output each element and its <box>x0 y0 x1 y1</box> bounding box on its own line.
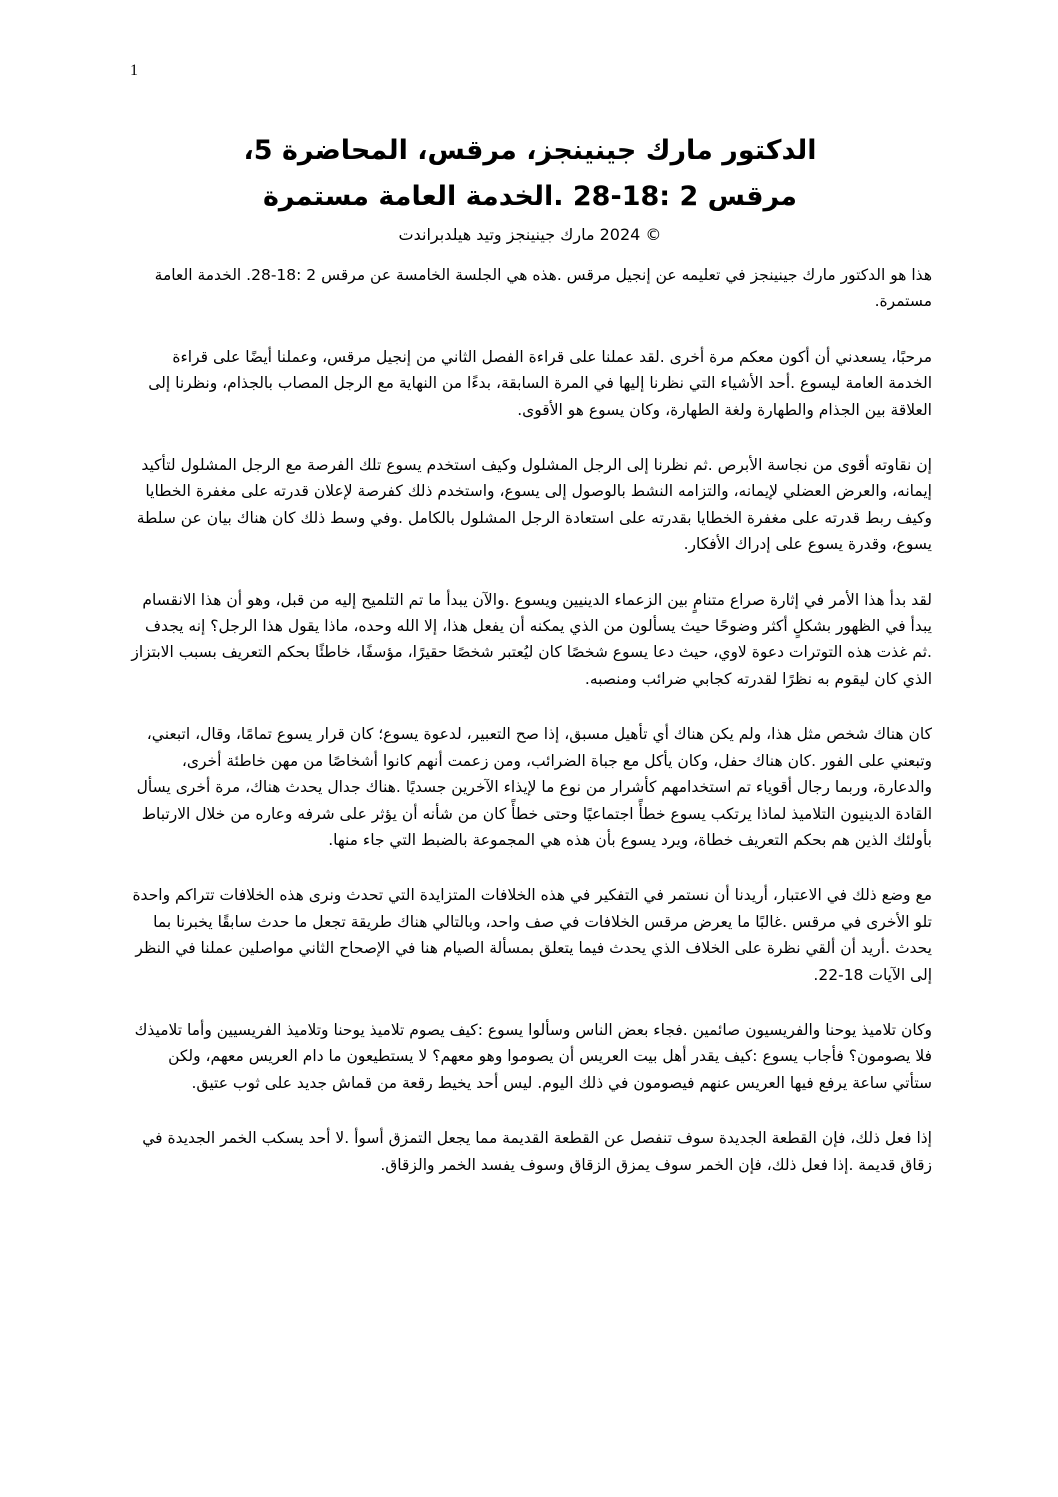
title-block <box>130 128 930 248</box>
title-line-2: مرقس 2 :18-28 .الخدمة العامة مستمرة <box>262 181 798 212</box>
paragraph-4: لقد بدأ هذا الأمر في إثارة صراع متنامٍ بين الزعماء الدينيين ويسوع .والآن يبدأ ما تم التلميح إليه من قبل، وهو أن هذا الانقسام يبدأ في الظهور بشكلٍ أكثر وضوحًا حيث يسألون من الذي يمكنه أن يفعل هذا، إلا الله وحده، ماذا يقول هذا الرجل؟ إنه يجدف .ثم غذت هذه التوترات دعوة لاوي، حيث دعا يسوع شخصًا كان ليُعتبر شخصًا حقيرًا، مؤسفًا، خاطئًا بحكم التعريف بسبب الابتزاز الذي كان ليقوم به نظرًا لقدرته كجابي ضرائب ومنصبه. <box>131 590 932 688</box>
paragraph-2: مرحبًا، يسعدني أن أكون معكم مرة أخرى .لقد عملنا على قراءة الفصل الثاني من إنجيل مرقس، وعملنا أيضًا على قراءة الخدمة العامة ليسوع .أحد الأشياء التي نظرنا إليها في المرة السابقة، بدءًا من النهاية مع الرجل المصاب بالجذام، ونظرنا إلى العلاقة بين الجذام والطهارة ولغة الطهارة، وكان يسوع هو الأقوى. <box>148 347 932 419</box>
paragraph-6: مع وضع ذلك في الاعتبار، أريدنا أن نستمر في التفكير في هذه الخلافات المتزايدة التي تحدث ونرى هذه الخلافات تتراكم واحدة تلو الأخرى في مرقس .غالبًا ما يعرض مرقس الخلافات في صف واحد، وبالتالي هناك طريقة تجعل ما حدث سابقًا يخبرنا بما يحدث .أريد أن ألقي نظرة على الخلاف الذي يحدث فيما يتعلق بمسألة الصيام هنا في الإصحاح الثاني مواصلين عملنا في النظر إلى الآيات 18-22. <box>132 886 932 984</box>
paragraph-3: إن نقاوته أقوى من نجاسة الأبرص .ثم نظرنا إلى الرجل المشلول وكيف استخدم يسوع تلك الفرصة مع الرجل المشلول لتأكيد إيمانه، والعرض العضلي لإيمانه، والتزامه النشط بالوصول إلى يسوع، واستخدم ذلك كفرصة لإعلان قدرته على مغفرة الخطايا وكيف ربط قدرته على مغفرة الخطايا بقدرته على استعادة الرجل المشلول بالكامل .وفي وسط ذلك كان هناك بيان عن سلطة يسوع، وقدرة يسوع على إدراك الأفكار. <box>136 456 932 554</box>
paragraph-1: هذا هو الدكتور مارك جينينجز في تعليمه عن إنجيل مرقس .هذه هي الجلسة الخامسة عن مرقس 2 :18-28. الخدمة العامة مستمرة. <box>154 266 932 311</box>
paragraph-7: وكان تلاميذ يوحنا والفريسيون صائمين .فجاء بعض الناس وسألوا يسوع :كيف يصوم تلاميذ يوحنا وتلاميذ الفريسيين وأما تلاميذك فلا يصومون؟ فأجاب يسوع :كيف يقدر أهل بيت العريس أن يصوموا وهو معهم؟ لا يستطيعون ما دام العريس معهم، ولكن ستأتي ساعة يرفع فيها العريس عنهم فيصومون في ذلك اليوم. ليس أحد يخيط رقعة من قماش جديد على ثوب عتيق. <box>134 1020 932 1092</box>
paragraph-5: كان هناك شخص مثل هذا، ولم يكن هناك أي تأهيل مسبق، إذا صح التعبير، لدعوة يسوع؛ كان قرار يسوع تمامًا، وقال، اتبعني، وتبعني على الفور .كان هناك حفل، وكان يأكل مع جباة الضرائب، ومن زعمت أنهم كانوا أشخاصًا من مهن خاطئة أخرى، والدعارة، وربما رجال أقوياء تم استخدامهم كأشرار من نوع ما لإيذاء الآخرين جسديًا .هناك جدال يحدث هناك، مرة أخرى يسأل القادة الدينيون التلاميذ لماذا يرتكب يسوع خطأً اجتماعيًا وحتى خطأً كان من شأنه أن يؤثر على شرفه وعاره من خلال الارتباط بأولئك الذين هم بحكم التعريف خطاة، ويرد يسوع بأن هذه هي المجموعة بالضبط التي جاء منها. <box>136 725 932 849</box>
copyright-line: © 2024 مارك جينينجز وتيد هيلدبراندت <box>398 225 662 244</box>
paragraph-8: إذا فعل ذلك، فإن القطعة الجديدة سوف تنفصل عن القطعة القديمة مما يجعل التمزق أسوأ .لا أحد يسكب الخمر الجديدة في زقاق قديمة .إذا فعل ذلك، فإن الخمر سوف يمزق الزقاق وسوف يفسد الخمر والزقاق. <box>142 1129 932 1174</box>
document-body <box>130 262 932 1207</box>
page-number: 1 <box>130 62 138 79</box>
title-line-1: الدكتور مارك جينينجز، مرقس، المحاضرة 5، <box>243 135 817 166</box>
